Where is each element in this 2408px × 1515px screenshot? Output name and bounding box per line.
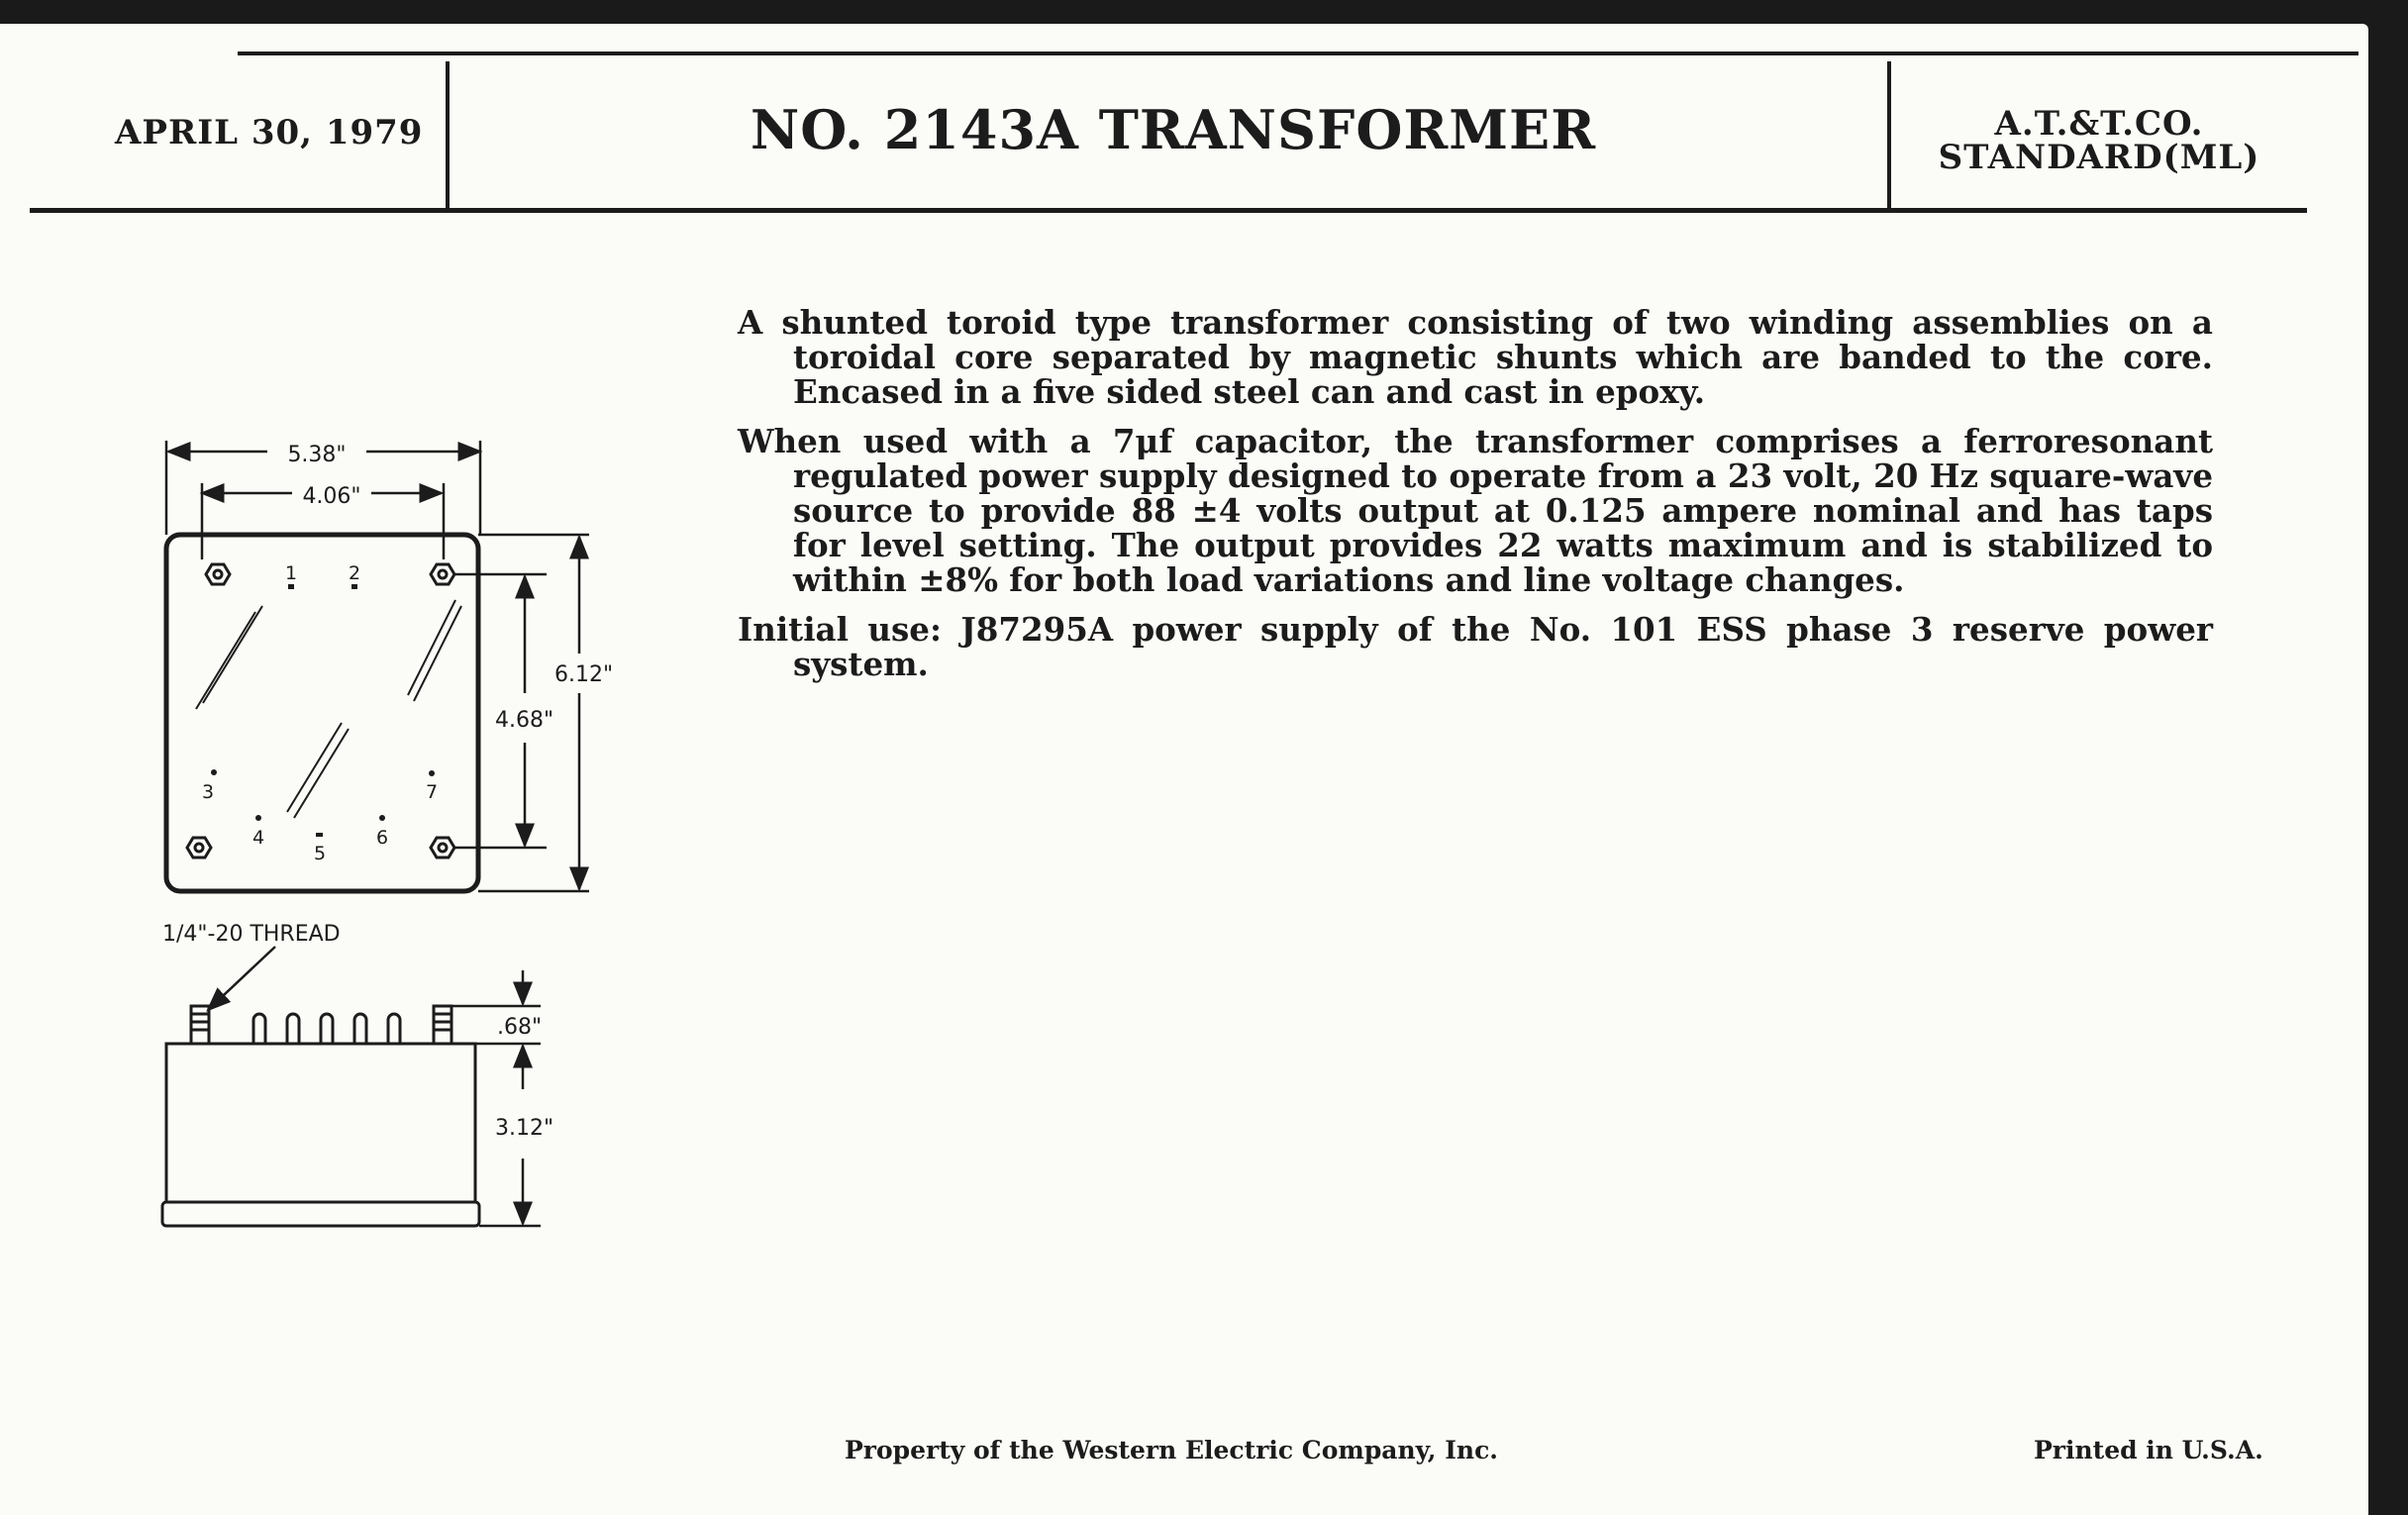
standard-line-1: A.T.&T.CO. bbox=[1994, 104, 2204, 144]
terminal-label-5: 5 bbox=[313, 843, 327, 864]
thread-label: 1/4"-20 THREAD bbox=[162, 922, 341, 947]
dim-label-height-outer: 6.12" bbox=[554, 662, 614, 687]
terminal-label-2: 2 bbox=[348, 562, 361, 584]
terminal-label-7: 7 bbox=[425, 781, 439, 803]
side-view-terminals bbox=[191, 1006, 452, 1044]
dim-label-width-outer: 5.38" bbox=[287, 443, 347, 467]
side-view-base bbox=[162, 1202, 479, 1226]
terminal-label-1: 1 bbox=[284, 562, 298, 584]
top-view-case bbox=[166, 535, 478, 891]
description-paragraph-2: When used with a 7μf capacitor, the transformer comprises a ferroresonant regulated power supply designed to operate from a 23 volt, 20 Hz square-wave source to provide 88 ±4 volts output at 0.125 ampere nominal and has taps for level setting. The output provides 22 watts maximum and is stabilized to within ±8% for both load variations and line voltage changes. bbox=[738, 422, 2213, 599]
surface-hatch-marks bbox=[196, 600, 461, 818]
terminal-label-4: 4 bbox=[251, 827, 265, 849]
page-title: NO. 2143A TRANSFORMER bbox=[750, 98, 1597, 161]
side-view-case bbox=[166, 1044, 475, 1202]
footer-printed-notice: Printed in U.S.A. bbox=[2034, 1436, 2263, 1464]
terminal-markers bbox=[211, 584, 435, 837]
standard-line-2: STANDARD(ML) bbox=[1938, 138, 2260, 177]
sheet-date: APRIL 30, 1979 bbox=[115, 113, 424, 152]
description-paragraph-3: Initial use: J87295A power supply of the No. 101 ESS phase 3 reserve power system. bbox=[738, 610, 2213, 683]
terminal-label-3: 3 bbox=[201, 781, 215, 803]
description-paragraph-1: A shunted toroid type transformer consisting of two winding assemblies on a toroidal core separated by magnetic shunts which are banded to the core. Encased in a five sided steel can and cast in epoxy. bbox=[738, 303, 2213, 411]
dim-label-height-inner: 4.68" bbox=[495, 708, 554, 733]
dim-label-width-inner: 4.06" bbox=[302, 484, 361, 509]
terminal-label-6: 6 bbox=[375, 827, 389, 849]
footer-property-notice: Property of the Western Electric Company, Inc. bbox=[845, 1436, 1499, 1464]
mounting-stud-icon bbox=[187, 564, 454, 858]
thread-leader-line bbox=[208, 947, 275, 1010]
dim-label-case-height: 3.12" bbox=[495, 1116, 554, 1141]
dim-label-terminal-height: .68" bbox=[497, 1015, 543, 1040]
